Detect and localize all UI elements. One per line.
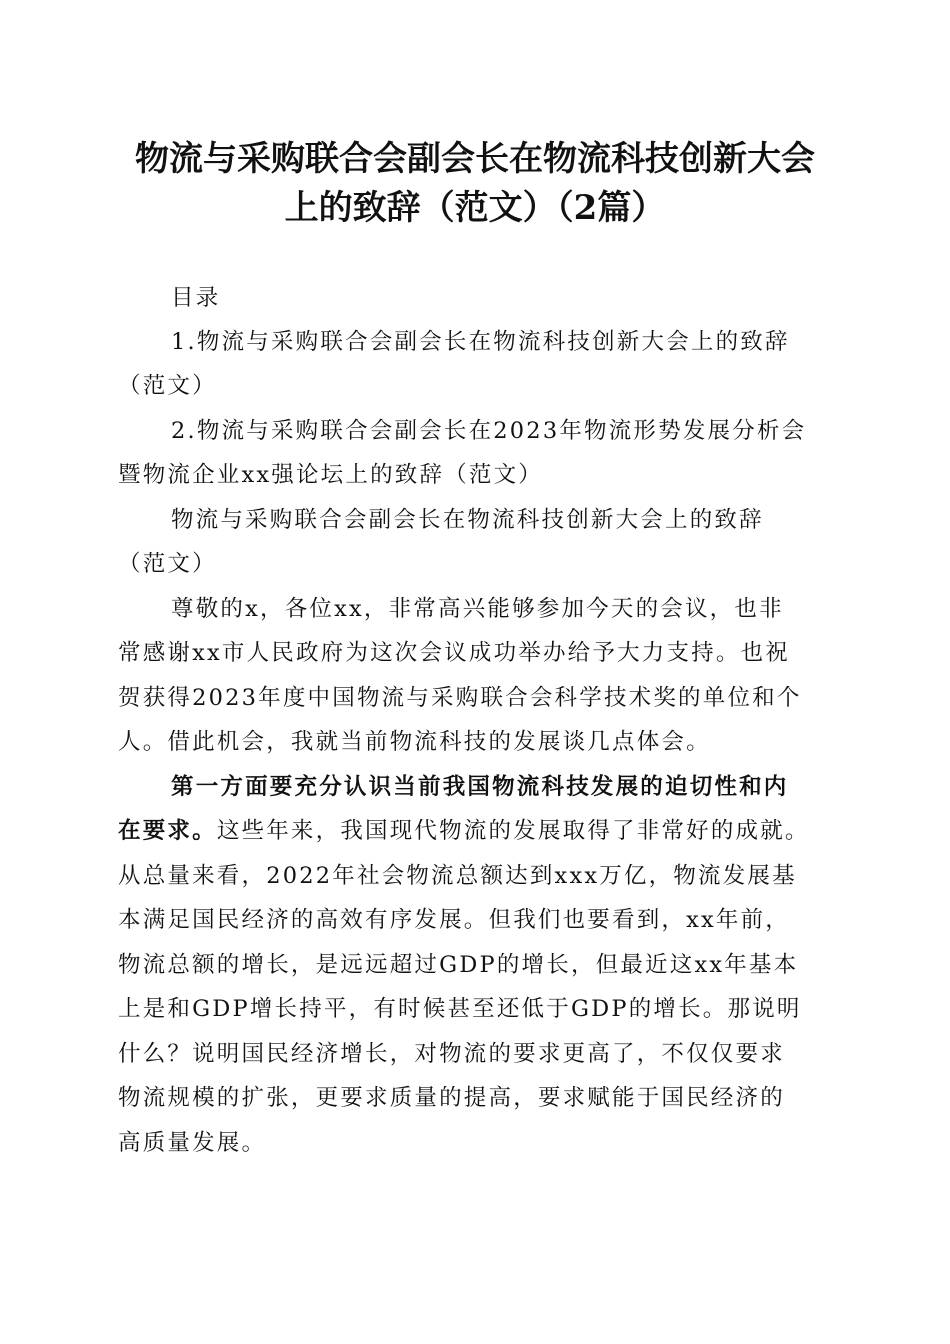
paragraph-2-line-7: 物流规模的扩张，更要求质量的提高，要求赋能于国民经济的 (118, 1085, 785, 1111)
section-title-line-2: （范文） (118, 551, 217, 577)
paragraph-2-line-4: 物流总额的增长，是远远超过GDP的增长，但最近这xx年基本 (118, 952, 799, 978)
paragraph-1-line-3: 贺获得2023年度中国物流与采购联合会科学技术奖的单位和个 (118, 685, 802, 711)
paragraph-2-bold-line-1: 第一方面要充分认识当前我国物流科技发展的迫切性和内 (171, 774, 789, 800)
paragraph-2-line-3: 本满足国民经济的高效有序发展。但我们也要看到，xx年前， (118, 907, 790, 933)
paragraph-2-line-8: 高质量发展。 (118, 1130, 267, 1156)
paragraph-2-bold-line-2: 在要求。 (118, 818, 217, 844)
paragraph-2-line-6: 什么？说明国民经济增长，对物流的要求更高了，不仅仅要求 (118, 1041, 785, 1067)
document-title-line-2: 上的致辞（范文）（2篇） (284, 188, 666, 228)
paragraph-2-line-2: 从总量来看，2022年社会物流总额达到xxx万亿，物流发展基 (118, 863, 797, 889)
paragraph-2-line-1 (118, 809, 810, 853)
toc-item-2-line-2: 暨物流企业xx强论坛上的致辞（范文） (118, 462, 543, 488)
paragraph-2-line-5: 上是和GDP增长持平，有时候甚至还低于GDP的增长。那说明 (118, 996, 802, 1022)
toc-item-1-line-1: 1.物流与采购联合会副会长在物流科技创新大会上的致辞 (171, 329, 790, 355)
paragraph-1-line-2: 常感谢xx市人民政府为这次会议成功举办给予大力支持。也祝 (118, 640, 790, 666)
document-title-line-1: 物流与采购联合会副会长在物流科技创新大会 (135, 139, 815, 179)
toc-item-2-line-1: 2.物流与采购联合会副会长在2023年物流形势发展分析会 (171, 418, 807, 444)
section-title-line-1: 物流与采购联合会副会长在物流科技创新大会上的致辞 (171, 507, 764, 533)
paragraph-1-line-4: 人。借此机会，我就当前物流科技的发展谈几点体会。 (118, 729, 711, 755)
toc-heading: 目录 (171, 285, 221, 311)
paragraph-2-text-line-1: 这些年来，我国现代物流的发展取得了非常好的成就。 (216, 818, 810, 844)
paragraph-1-line-1: 尊敬的x，各位xx，非常高兴能够参加今天的会议，也非 (171, 596, 784, 622)
toc-item-1-line-2: （范文） (118, 373, 217, 399)
